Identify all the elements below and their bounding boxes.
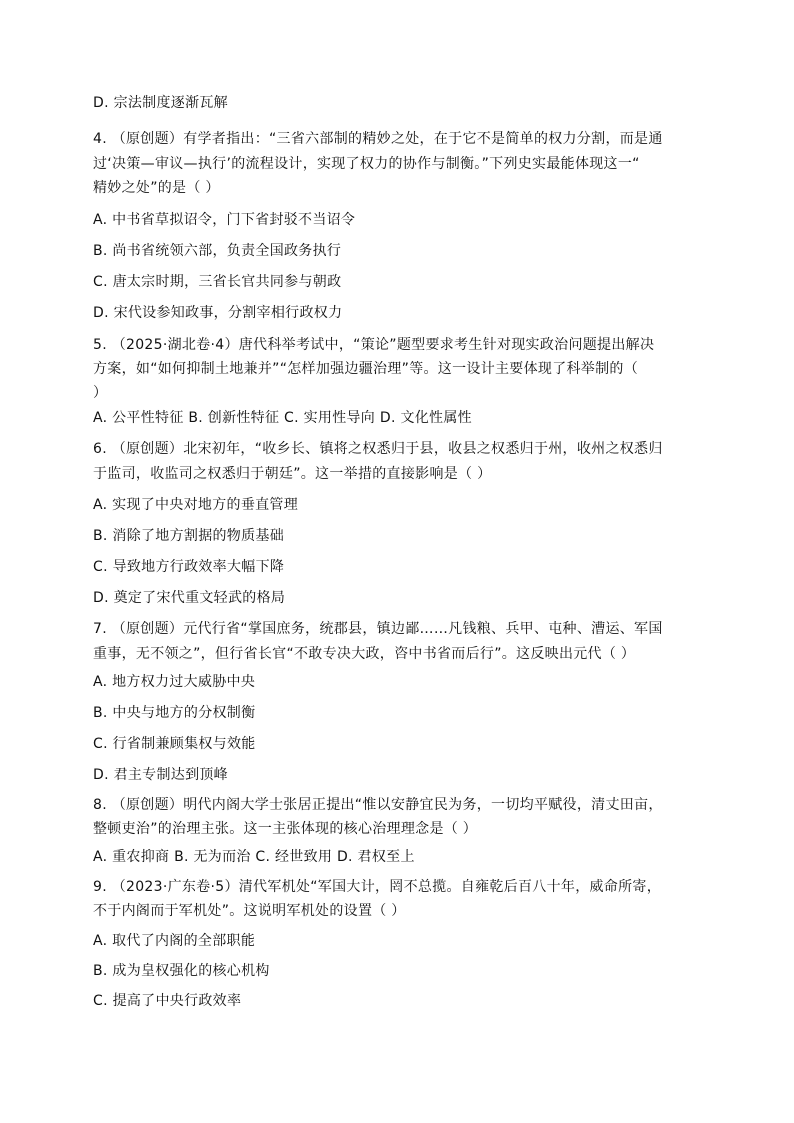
q6-stem-line-1: 6. （原创题）北宋初年，“收乡长、镇将之权悉归于县，收县之权悉归于州，收州之权悉归 [93, 441, 663, 457]
q7-option-b: B. 中央与地方的分权制衡 [93, 705, 256, 721]
q5-stem-line-2: 方案，如“如何抑制土地兼并”“怎样加强边疆治理”等。这一设计主要体现了科举制的（ [93, 361, 639, 377]
q9-stem-line-2: 不于内阁而于军机处”。这说明军机处的设置（ ） [93, 903, 406, 919]
q8-stem-line-1: 8. （原创题）明代内阁大学士张居正提出“惟以安静宜民为务，一切均平赋役，清丈田亩， [93, 797, 663, 813]
q8-options: A. 重农抑商 B. 无为而治 C. 经世致用 D. 君权至上 [93, 849, 415, 865]
q6-option-b: B. 消除了地方割据的物质基础 [93, 528, 285, 544]
q9-option-c: C. 提高了中央行政效率 [93, 993, 242, 1009]
q6-option-c: C. 导致地方行政效率大幅下降 [93, 559, 285, 575]
q6-option-a: A. 实现了中央对地方的垂直管理 [93, 497, 299, 513]
q5-stem-line-3: ） [93, 385, 108, 401]
q7-option-c: C. 行省制兼顾集权与效能 [93, 736, 256, 752]
q9-option-a: A. 取代了内阁的全部职能 [93, 933, 256, 949]
q4-stem-line-1: 4. （原创题）有学者指出：“三省六部制的精妙之处，在于它不是简单的权力分割，而是通 [93, 131, 663, 147]
q5-options: A. 公平性特征 B. 创新性特征 C. 实用性导向 D. 文化性属性 [93, 410, 472, 426]
q9-stem-line-1: 9. （2023·广东卷·5）清代军机处“军国大计，罔不总揽。自雍乾后百八十年，威命所寄， [93, 879, 661, 895]
q9-option-b: B. 成为皇权强化的核心机构 [93, 963, 270, 979]
q4-stem-line-3: 精妙之处”的是（ ） [93, 180, 220, 196]
q4-option-d: D. 宋代设参知政事，分割宰相行政权力 [93, 305, 343, 321]
q7-stem-line-2: 重事，无不领之”，但行省长官“不敢专决大政，咨中书省而后行”。这反映出元代（ ） [93, 646, 636, 662]
q5-stem-line-1: 5. （2025·湖北卷·4）唐代科举考试中，“策论”题型要求考生针对现实政治问题提出解决 [93, 337, 655, 353]
q7-option-a: A. 地方权力过大威胁中央 [93, 674, 256, 690]
q6-option-d: D. 奠定了宋代重文轻武的格局 [93, 590, 286, 606]
q4-option-c: C. 唐太宗时期，三省长官共同参与朝政 [93, 274, 342, 290]
q7-option-d: D. 君主专制达到顶峰 [93, 767, 228, 783]
q7-stem-line-1: 7. （原创题）元代行省“掌国庶务，统郡县，镇边鄙……凡钱粮、兵甲、屯种、漕运、军国 [93, 621, 663, 637]
q6-stem-line-2: 于监司，收监司之权悉归于朝廷”。这一举措的直接影响是（ ） [93, 466, 492, 482]
q4-option-a: A. 中书省草拟诏令，门下省封驳不当诏令 [93, 212, 356, 228]
q8-stem-line-2: 整顿吏治”的治理主张。这一主张体现的核心治理理念是（ ） [93, 821, 478, 837]
q4-option-b: B. 尚书省统领六部，负责全国政务执行 [93, 243, 342, 259]
q3-option-d: D. 宗法制度逐渐瓦解 [93, 95, 228, 111]
q4-stem-line-2: 过‘决策—审议—执行’的流程设计，实现了权力的协作与制衡。”下列史实最能体现这一“ [93, 156, 640, 172]
